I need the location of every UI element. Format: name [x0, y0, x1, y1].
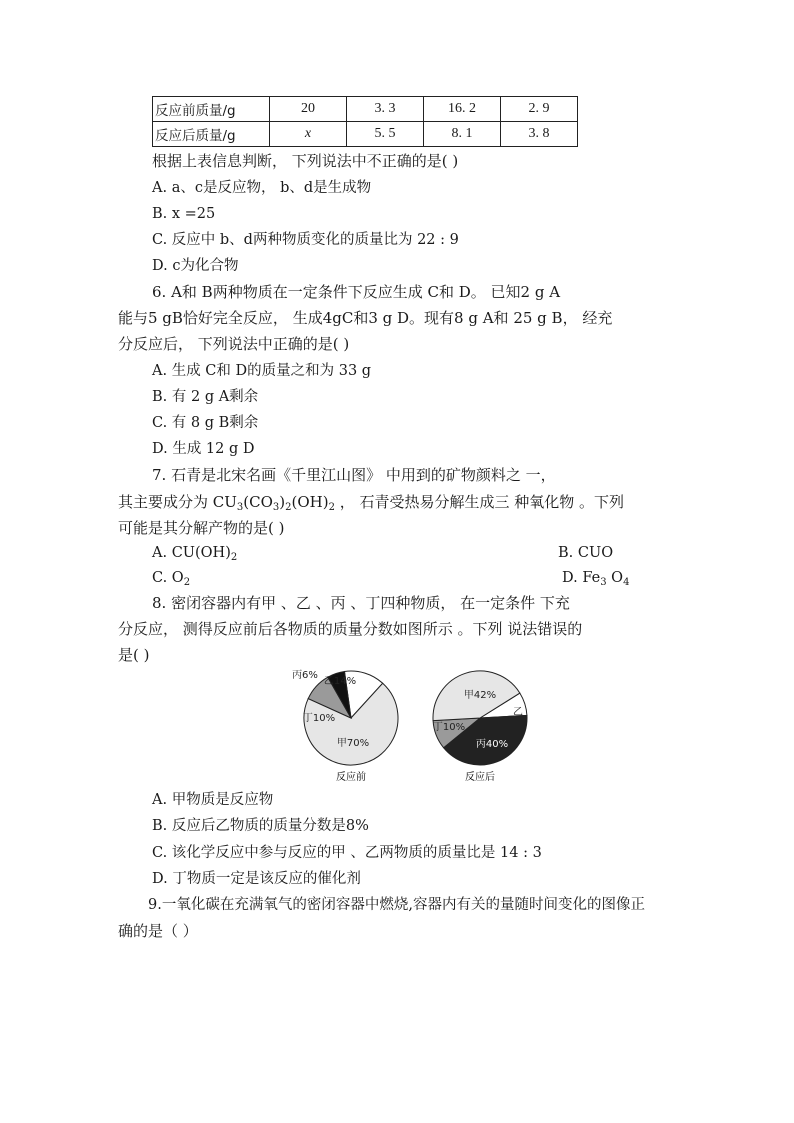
q9-line1: 9.一氧化碳在充满氧气的密闭容器中燃烧,容器内有关的量随时间变化的图像正 — [148, 897, 645, 913]
pie-label: 甲70% — [336, 738, 370, 749]
q7-option-a — [152, 543, 237, 563]
q7-option-d — [562, 568, 629, 588]
q8-line3: 是( ) — [118, 646, 150, 664]
q9-line2: 确的是（ ） — [118, 922, 198, 940]
q7-line3: 可能是其分解产物的是( ) — [118, 519, 285, 537]
q6-line3: 分反应后， 下列说法中正确的是( ) — [118, 335, 350, 353]
subscript: 3 — [272, 502, 280, 513]
row-label: 反应后质量/g — [153, 122, 270, 147]
pie-label: 甲42% — [463, 690, 497, 701]
q7-option-c — [152, 568, 190, 588]
q7-option-c-text: C. O — [152, 570, 184, 586]
subscript: 2 — [183, 577, 191, 588]
q7-formula-text: ， 石青受热易分解生成三 种氧化物 。下列 — [334, 493, 625, 511]
q8-line2: 分反应， 测得反应前后各物质的质量分数如图所示 。下列 说法错误的 — [118, 620, 583, 638]
q7-option-a-text: A. CU(OH) — [152, 545, 231, 561]
q7-formula-text: ) — [279, 493, 286, 511]
subscript: 3 — [236, 502, 244, 513]
mass-table — [152, 96, 578, 147]
q5-option-b: B. x =25 — [152, 206, 216, 222]
variable-x: x — [304, 126, 312, 141]
q8-option-c: C. 该化学反应中参与反应的甲 、乙两物质的质量比是 14 : 3 — [152, 845, 542, 861]
q7-option-d-text: O — [606, 570, 624, 586]
subscript: 2 — [230, 552, 238, 563]
table-cell: 5. 5 — [347, 122, 424, 147]
table-row — [153, 97, 578, 122]
q7-option-d-text: D. Fe — [562, 570, 601, 586]
pie-label: 丁10% — [432, 722, 466, 733]
table-cell: 2. 9 — [501, 97, 578, 122]
pie-label: 丙6% — [292, 670, 318, 681]
pie-charts — [290, 664, 550, 790]
q7-formula-text: (OH) — [291, 493, 329, 511]
table-cell — [270, 122, 347, 147]
table-row — [153, 122, 578, 147]
q8-option-d: D. 丁物质一定是该反应的催化剂 — [152, 871, 361, 887]
q6-line1: 6. A和 B两种物质在一定条件下反应生成 C和 D。 已知2 g A — [152, 283, 561, 301]
q5-option-c: C. 反应中 b、d两种物质变化的质量比为 22 : 9 — [152, 232, 459, 248]
pie-label: 乙 — [513, 707, 523, 718]
q5-option-a: A. a、c是反应物， b、d是生成物 — [152, 180, 372, 196]
table-cell: 20 — [270, 97, 347, 122]
pie-label: 乙14% — [323, 676, 357, 687]
q6-option-a: A. 生成 C和 D的质量之和为 33 g — [152, 363, 372, 379]
table-cell: 8. 1 — [424, 122, 501, 147]
row-label: 反应前质量/g — [153, 97, 270, 122]
subscript: 2 — [285, 502, 292, 513]
pie-caption: 反应后 — [465, 772, 495, 783]
subscript: 2 — [328, 502, 335, 513]
table-cell: 16. 2 — [424, 97, 501, 122]
q8-option-b: B. 反应后乙物质的质量分数是8% — [152, 818, 369, 834]
subscript: 4 — [623, 577, 630, 588]
q6-option-c: C. 有 8 g B剩余 — [152, 415, 259, 431]
table-cell: 3. 8 — [501, 122, 578, 147]
pie-label: 丁10% — [302, 713, 336, 724]
q6-option-b: B. 有 2 g A剩余 — [152, 389, 259, 405]
q8-line1: 8. 密闭容器内有甲 、乙 、丙 、丁四种物质， 在一定条件 下充 — [152, 594, 570, 612]
q5-stem: 根据上表信息判断， 下列说法中不正确的是( ) — [152, 152, 459, 170]
q7-option-b: B. CUO — [558, 545, 614, 561]
table-cell: 3. 3 — [347, 97, 424, 122]
q6-option-d: D. 生成 12 g D — [152, 441, 255, 457]
q7-formula-text: (CO — [243, 493, 273, 511]
pie-caption: 反应前 — [336, 772, 366, 783]
q7-line2 — [118, 492, 624, 512]
q8-option-a: A. 甲物质是反应物 — [152, 792, 274, 808]
q7-line1: 7. 石青是北宋名画《千里江山图》 中用到的矿物颜料之 一， — [152, 466, 556, 484]
q7-formula-text: 其主要成分为 CU — [118, 493, 237, 511]
subscript: 3 — [600, 577, 607, 588]
q5-option-d: D. c为化合物 — [152, 258, 239, 274]
pie-label: 丙40% — [475, 739, 509, 750]
q6-line2: 能与5 gB恰好完全反应， 生成4gC和3 g D。现有8 g A和 25 g B， 经充 — [118, 309, 613, 327]
